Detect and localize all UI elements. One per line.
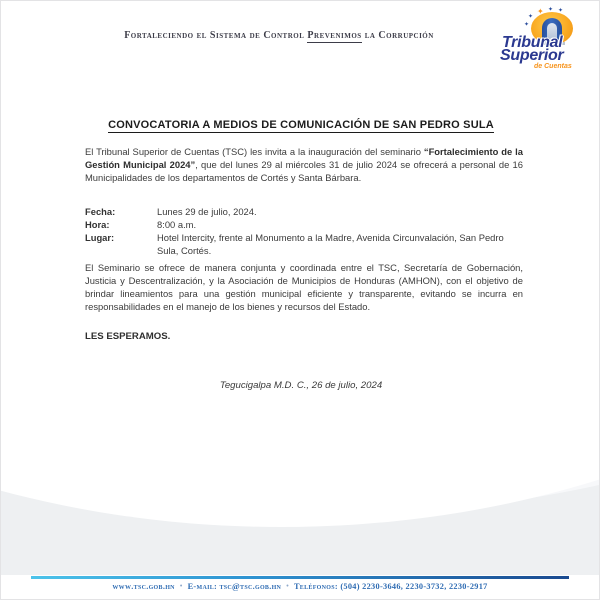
logo-star-icon: ✦ bbox=[524, 22, 530, 28]
detail-value: Hotel Intercity, frente al Monumento a la Madre, Avenida Circunvalación, San Pedro Sula, Cortés. bbox=[157, 232, 504, 256]
paragraph1-tail: , que del lunes 29 al miércoles 31 de julio 2024 se ofrecerá a personal de 16 Municipalidades de los departamentos de Cortés y Santa Bárbara. bbox=[85, 158, 523, 183]
motto-suffix: la Corrupción bbox=[361, 30, 434, 41]
footer-contact-info bbox=[31, 582, 569, 591]
event-details bbox=[85, 205, 523, 257]
footer-bullet-icon: • bbox=[286, 582, 289, 590]
paragraph-seminar-description: El Seminario se ofrece de manera conjunta y coordinada entre el TSC, Secretaría de Gobernación, Justicia y Descentralización, y la Asociación de Municipios de Honduras (AMHON), con el objetivo de brindar lineamientos para una gestión municipal eficiente y transparente, evitando se incurra en responsabilidades en el manejo de los bienes y recursos del Estado. bbox=[85, 262, 523, 312]
detail-row-lugar bbox=[85, 231, 523, 257]
detail-row-fecha bbox=[85, 205, 523, 218]
footer-website: www.tsc.gob.hn bbox=[112, 582, 175, 591]
logo-star-icon: ✦ bbox=[548, 7, 554, 13]
paragraph1-lead: El Tribunal Superior de Cuentas (TSC) les invita a la inauguración del seminario bbox=[85, 146, 424, 157]
header-motto bbox=[59, 30, 499, 41]
logo-star-icon: ✦ bbox=[528, 14, 534, 20]
tsc-logo bbox=[500, 7, 586, 74]
footer-phones: Teléfonos: (504) 2230-3646, 2230-3732, 2230-2917 bbox=[293, 582, 488, 591]
detail-label: Fecha: bbox=[85, 206, 116, 217]
seminar-name-bold: “Fortalecimiento de la Gestión Municipal 2024” bbox=[85, 146, 523, 170]
logo-star-icon: ✦ bbox=[537, 7, 544, 16]
motto-underlined-word: Prevenimos bbox=[307, 30, 362, 41]
footer-divider-line bbox=[31, 576, 569, 579]
detail-row-hora bbox=[85, 218, 523, 231]
footer-bullet-icon: • bbox=[179, 582, 183, 590]
detail-value: 8:00 a.m. bbox=[157, 219, 197, 230]
dateline: Tegucigalpa M.D. C., 26 de julio, 2024 bbox=[219, 380, 383, 391]
logo-text-decuentas: de Cuentas bbox=[534, 63, 572, 70]
logo-text-superior: Superior bbox=[500, 47, 564, 64]
logo-star-icon: ✦ bbox=[558, 8, 564, 14]
footer-email: E-mail: tsc@tsc.gob.hn bbox=[187, 582, 282, 591]
detail-label: Hora: bbox=[85, 219, 110, 230]
paragraph-invitation bbox=[85, 146, 523, 185]
detail-value: Lunes 29 de julio, 2024. bbox=[157, 206, 257, 217]
motto-prefix: Fortaleciendo el Sistema de Control bbox=[124, 30, 308, 41]
closing-statement: LES ESPERAMOS. bbox=[85, 331, 171, 342]
logo-text-tribunal: Tribunal bbox=[502, 34, 563, 51]
document-content bbox=[1, 1, 599, 599]
document-title-text: CONVOCATORIA A MEDIOS DE COMUNICACIÓN DE SAN PEDRO SULA bbox=[108, 119, 494, 131]
document-title bbox=[41, 115, 561, 133]
detail-label: Lugar: bbox=[85, 232, 115, 243]
